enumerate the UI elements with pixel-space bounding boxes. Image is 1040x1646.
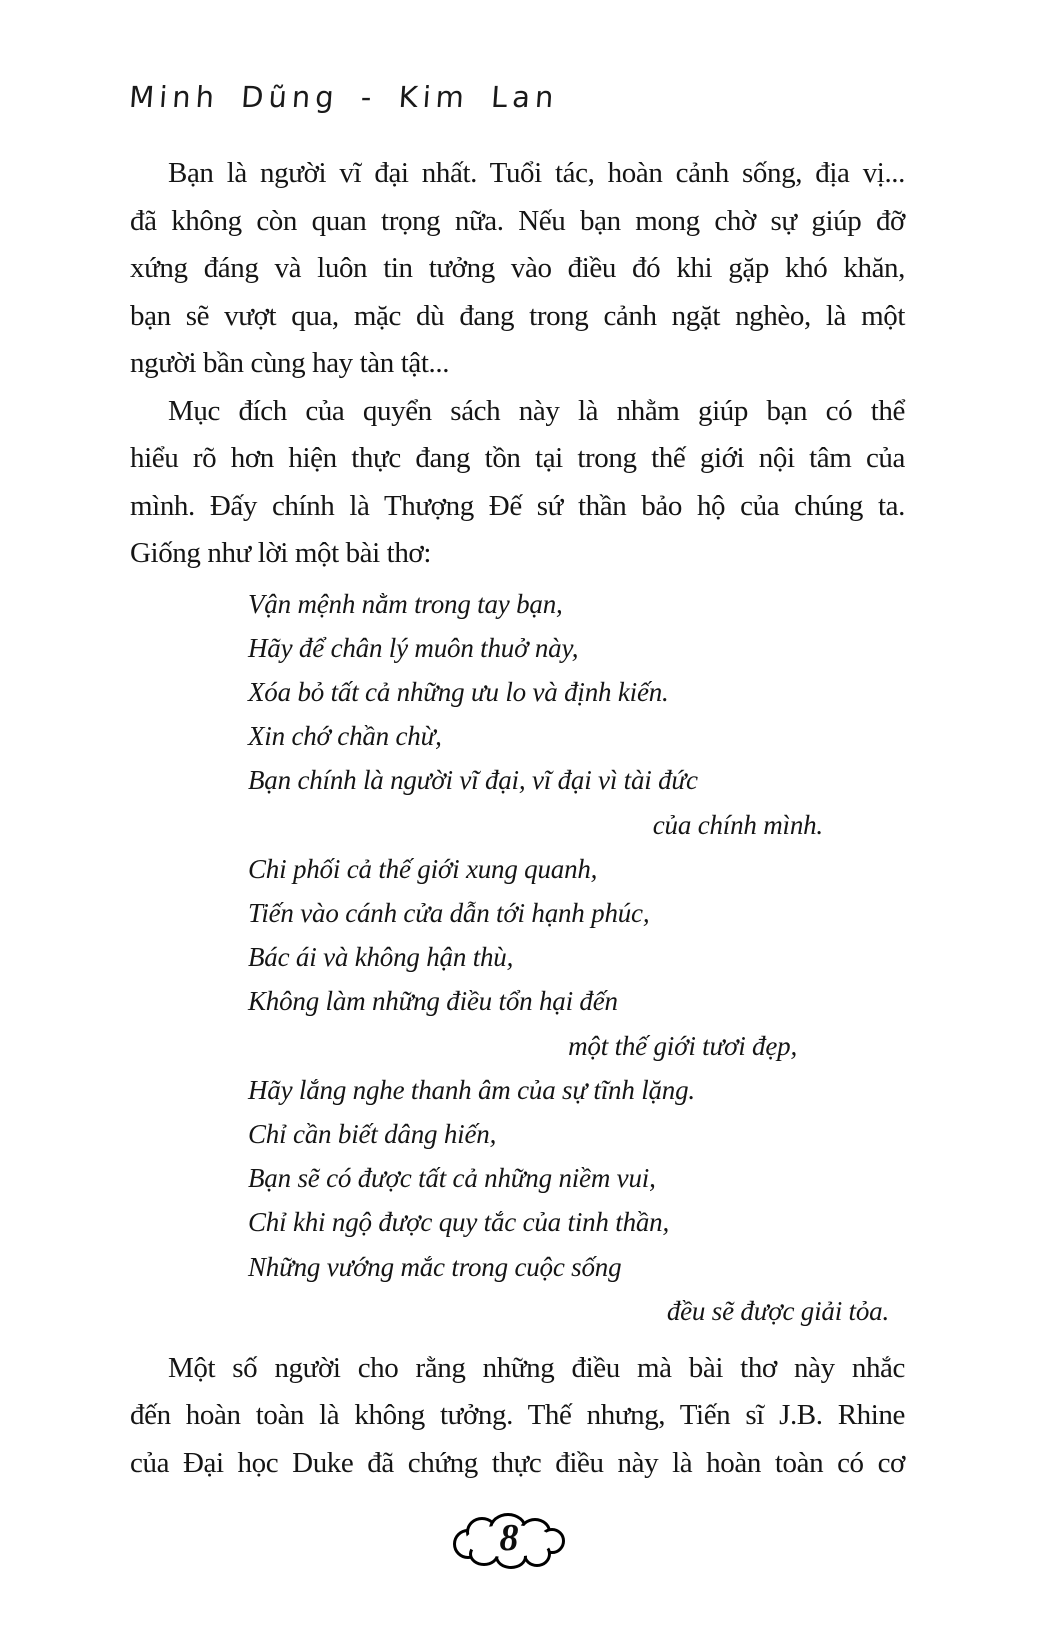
text-line: người bần cùng hay tàn tật... [130, 347, 450, 379]
poem-line: Hãy để chân lý muôn thuở này, [248, 632, 579, 663]
text-line: Giống như lời một bài thơ: [130, 537, 432, 569]
poem-block [130, 582, 905, 1333]
text-line: của Đại học Duke đã chứng thực điều này là hoàn toàn có cơ [130, 1446, 905, 1479]
text-line: đã không còn quan trọng nữa. Nếu bạn mong chờ sự giúp đỡ [130, 204, 905, 237]
text-line: đến hoàn toàn là không tưởng. Thế nhưng, Tiến sĩ J.B. Rhine [130, 1399, 905, 1432]
poem-line: Tiến vào cánh cửa dẫn tới hạnh phúc, [248, 897, 650, 928]
text-line: bạn sẽ vượt qua, mặc dù đang trong cảnh ngặt nghèo, là một [130, 299, 905, 332]
poem-line: Chi phối cả thế giới xung quanh, [248, 853, 598, 884]
poem-line: Bạn sẽ có được tất cả những niềm vui, [248, 1163, 656, 1194]
poem-line-continuation: đều sẽ được giải tỏa. [666, 1295, 889, 1326]
paragraph-3 [130, 1345, 905, 1488]
author-header: Minh Dũng - Kim Lan [128, 80, 560, 114]
poem-line: Bác ái và không hận thù, [248, 942, 514, 973]
text-line: xứng đáng và luôn tin tưởng vào điều đó khi gặp khó khăn, [130, 252, 905, 284]
poem-line: Những vướng mắc trong cuộc sống [248, 1251, 622, 1282]
poem-line-continuation: một thế giới tươi đẹp, [568, 1030, 797, 1061]
poem-line: Hãy lắng nghe thanh âm của sự tĩnh lặng. [248, 1074, 695, 1105]
poem-line: Vận mệnh nằm trong tay bạn, [248, 588, 563, 619]
page-number-cloud [453, 1513, 565, 1569]
poem-line: Xin chớ chần chừ, [248, 721, 442, 752]
paragraph-2 [130, 388, 905, 578]
paragraph-1 [130, 150, 905, 388]
text-line: Mục đích của quyển sách này là nhằm giúp bạn có thể [168, 394, 905, 427]
text-line: hiểu rõ hơn hiện thực đang tồn tại trong thế giới nội tâm của [130, 442, 905, 474]
content-column [130, 150, 905, 1487]
page-number: 8 [499, 1517, 519, 1559]
text-line: Bạn là người vĩ đại nhất. Tuổi tác, hoàn cảnh sống, địa vị... [168, 157, 905, 189]
poem-line: Chỉ khi ngộ được quy tắc của tinh thần, [248, 1207, 670, 1238]
poem-line-continuation: của chính mình. [652, 809, 823, 840]
poem-line: Bạn chính là người vĩ đại, vĩ đại vì tài đức [248, 765, 698, 796]
text-line: mình. Đấy chính là Thượng Đế sứ thần bảo hộ của chúng ta. [130, 489, 905, 522]
text-line: Một số người cho rằng những điều mà bài thơ này nhắc [168, 1351, 905, 1384]
poem-line: Không làm những điều tổn hại đến [248, 986, 618, 1017]
poem-line: Chỉ cần biết dâng hiến, [248, 1118, 497, 1149]
poem-line: Xóa bỏ tất cả những ưu lo và định kiến. [248, 676, 669, 707]
